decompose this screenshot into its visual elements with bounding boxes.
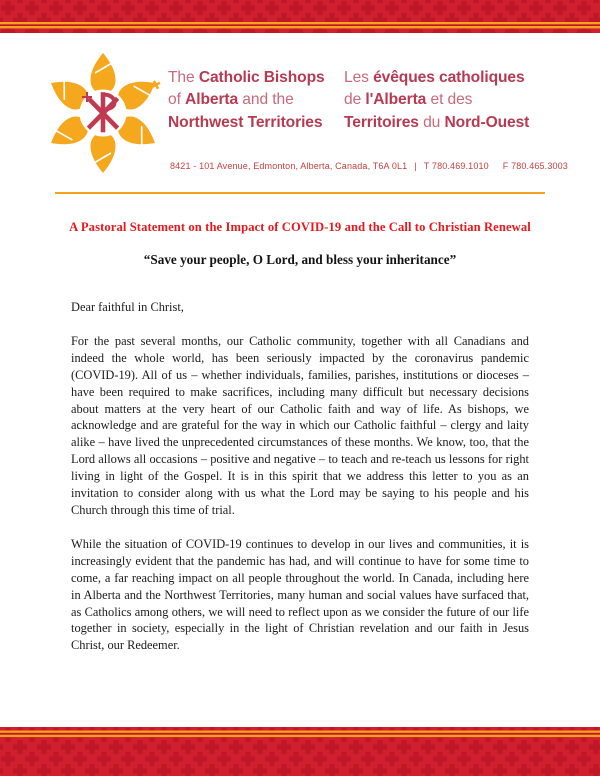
org-en-line xyxy=(168,89,325,111)
org-en-text: of xyxy=(168,91,186,109)
contact-separator: | xyxy=(414,161,417,171)
org-fr-text: Nord-Ouest xyxy=(444,113,530,131)
gold-divider-rule xyxy=(55,192,545,194)
fax-number: F 780.465.3003 xyxy=(502,161,568,171)
body-paragraph: While the situation of COVID-19 continues to develop in our lives and communities, it is increasingly evident that the pandemic has had, and will continue to have for some time to come, a far reaching impact on all people throughout the world. In Canada, including here in Alberta and the Northwest Territories, many human and social values have surfaced that, as Catholics among others, we will need to reflect upon as we consider the future of our life together in society, especially in the light of Christian revelation and our faith in Jesus Christ, our Redeemer. xyxy=(71,536,529,653)
salutation: Dear faithful in Christ, xyxy=(71,300,184,314)
org-en-text: Alberta xyxy=(185,91,239,109)
statement-subtitle: “Save your people, O Lord, and bless your inheritance” xyxy=(143,252,457,267)
org-fr-text: Territoires xyxy=(344,113,419,131)
org-en-text: Catholic Bishops xyxy=(198,69,325,86)
statement-title: A Pastoral Statement on the Impact of COVID-19 and the Call to Christian Renewal xyxy=(69,220,531,234)
top-decorative-band xyxy=(0,0,600,33)
org-en-line xyxy=(168,67,325,89)
org-name-french xyxy=(344,67,529,134)
org-fr-text: l'Alberta xyxy=(365,91,427,109)
org-fr-text: de xyxy=(344,91,366,109)
org-en-text: and the xyxy=(238,91,294,109)
org-fr-text: et des xyxy=(426,91,473,109)
phone-number: T 780.469.1010 xyxy=(423,161,489,171)
letter-body xyxy=(71,299,529,654)
address-text: 8421 - 101 Avenue, Edmonton, Alberta, Canada, T6A 0L1 xyxy=(170,161,408,171)
org-fr-text: Les xyxy=(344,69,374,86)
body-paragraph: For the past several months, our Catholic community, together with all Canadians and indeed the whole world, has been seriously impacted by the coronavirus pandemic (COVID-19). All of us – whether individuals, families, parishes, institutions or dioceses – have been required to make sacrifices, including many difficult but necessary decisions about matters at the very heart of our Catholic faith and way of life. As bishops, we acknowledge and are grateful for the way in which our Catholic faithful – clergy and laity alike – have lived the unprecedented circumstances of these months. We know, too, that the Lord allows all occasions – positive and negative – to teach and re-teach us lessons for right living in light of the Gospel. It is in this spirit that we address this letter to you as an invitation to consider along with us what the Lord may be saying to his people and his Church through this time of trial. xyxy=(71,333,529,517)
org-fr-text: du xyxy=(418,113,445,131)
org-name-english xyxy=(168,67,325,134)
org-en-line xyxy=(168,112,325,134)
org-en-text: The xyxy=(168,69,199,86)
bottom-decorative-band xyxy=(0,727,600,776)
org-en-text: Northwest Territories xyxy=(168,113,323,131)
org-fr-line xyxy=(344,89,529,111)
org-fr-line xyxy=(344,112,529,134)
org-fr-text: évêques catholiques xyxy=(373,69,525,86)
org-fr-line xyxy=(344,67,529,89)
chi-rho-flower-logo-icon xyxy=(40,50,166,176)
contact-line xyxy=(170,161,568,171)
